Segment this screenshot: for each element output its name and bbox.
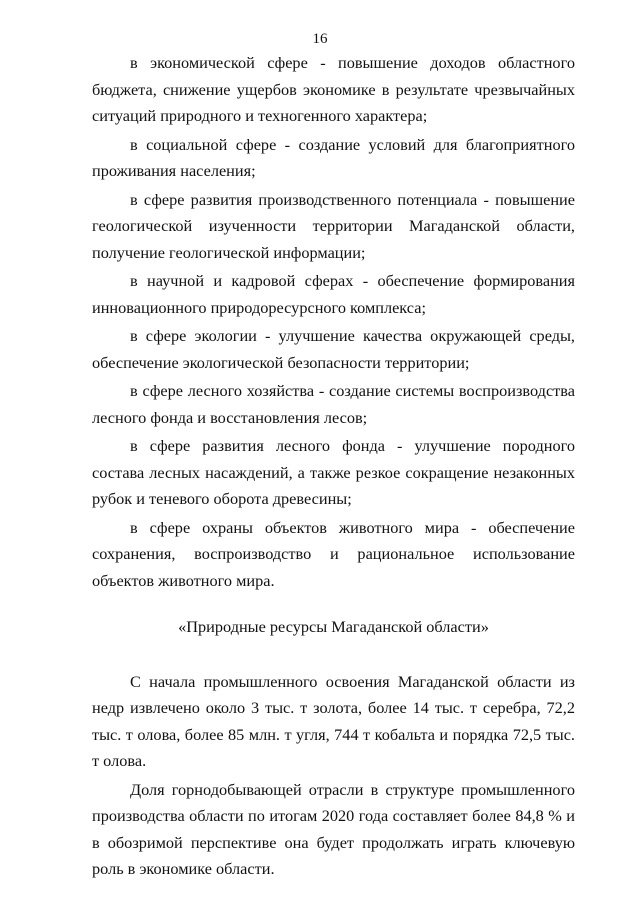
- paragraph-forestry: в сфере лесного хозяйства - создание системы воспроизводства лесного фонда и восстановления лесов;: [92, 381, 575, 427]
- paragraph-extraction: С начала промышленного освоения Магаданской области из недр извлечено около 3 тыс. т золота, более 14 тыс. т серебра, 72,2 тыс. т олова, более 85 млн. т угля, 744 т кобальта и порядка 72,5 тыс. т олова.: [92, 671, 575, 770]
- section-heading: «Природные ресурсы Магаданской области»: [178, 617, 489, 636]
- paragraph-wildlife: в сфере охраны объектов животного мира - обеспечение сохранения, воспроизводство и рациональное использование объектов животного мира.: [92, 517, 575, 590]
- paragraph-production: в сфере развития производственного потенциала - повышение геологической изученности территории Магаданской области, получение геологической информации;: [92, 189, 575, 262]
- paragraph-ecology: в сфере экологии - улучшение качества окружающей среды, обеспечение экологической безопасности территории;: [92, 326, 575, 372]
- paragraph-science: в научной и кадровой сферах - обеспечение формирования инновационного природоресурсного комплекса;: [92, 271, 575, 317]
- paragraph-social: в социальной сфере - создание условий для благоприятного проживания населения;: [92, 134, 575, 180]
- document-body: [92, 50, 575, 883]
- paragraph-economic: в экономической сфере - повышение доходов областного бюджета, снижение ущербов экономике в результате чрезвычайных ситуаций природного и техногенного характера;: [92, 53, 575, 125]
- paragraph-mining-share: Доля горнодобывающей отрасли в структуре промышленного производства области по итогам 2020 года составляет более 84,8 % и в обозримой перспективе она будет продолжать играть ключевую роль в экономике области.: [92, 779, 575, 878]
- paragraph-forest-fund: в сфере развития лесного фонда - улучшение породного состава лесных насаждений, а также резкое сокращение незаконных рубок и теневого оборота древесины;: [92, 436, 575, 508]
- page-number: 16: [312, 31, 328, 47]
